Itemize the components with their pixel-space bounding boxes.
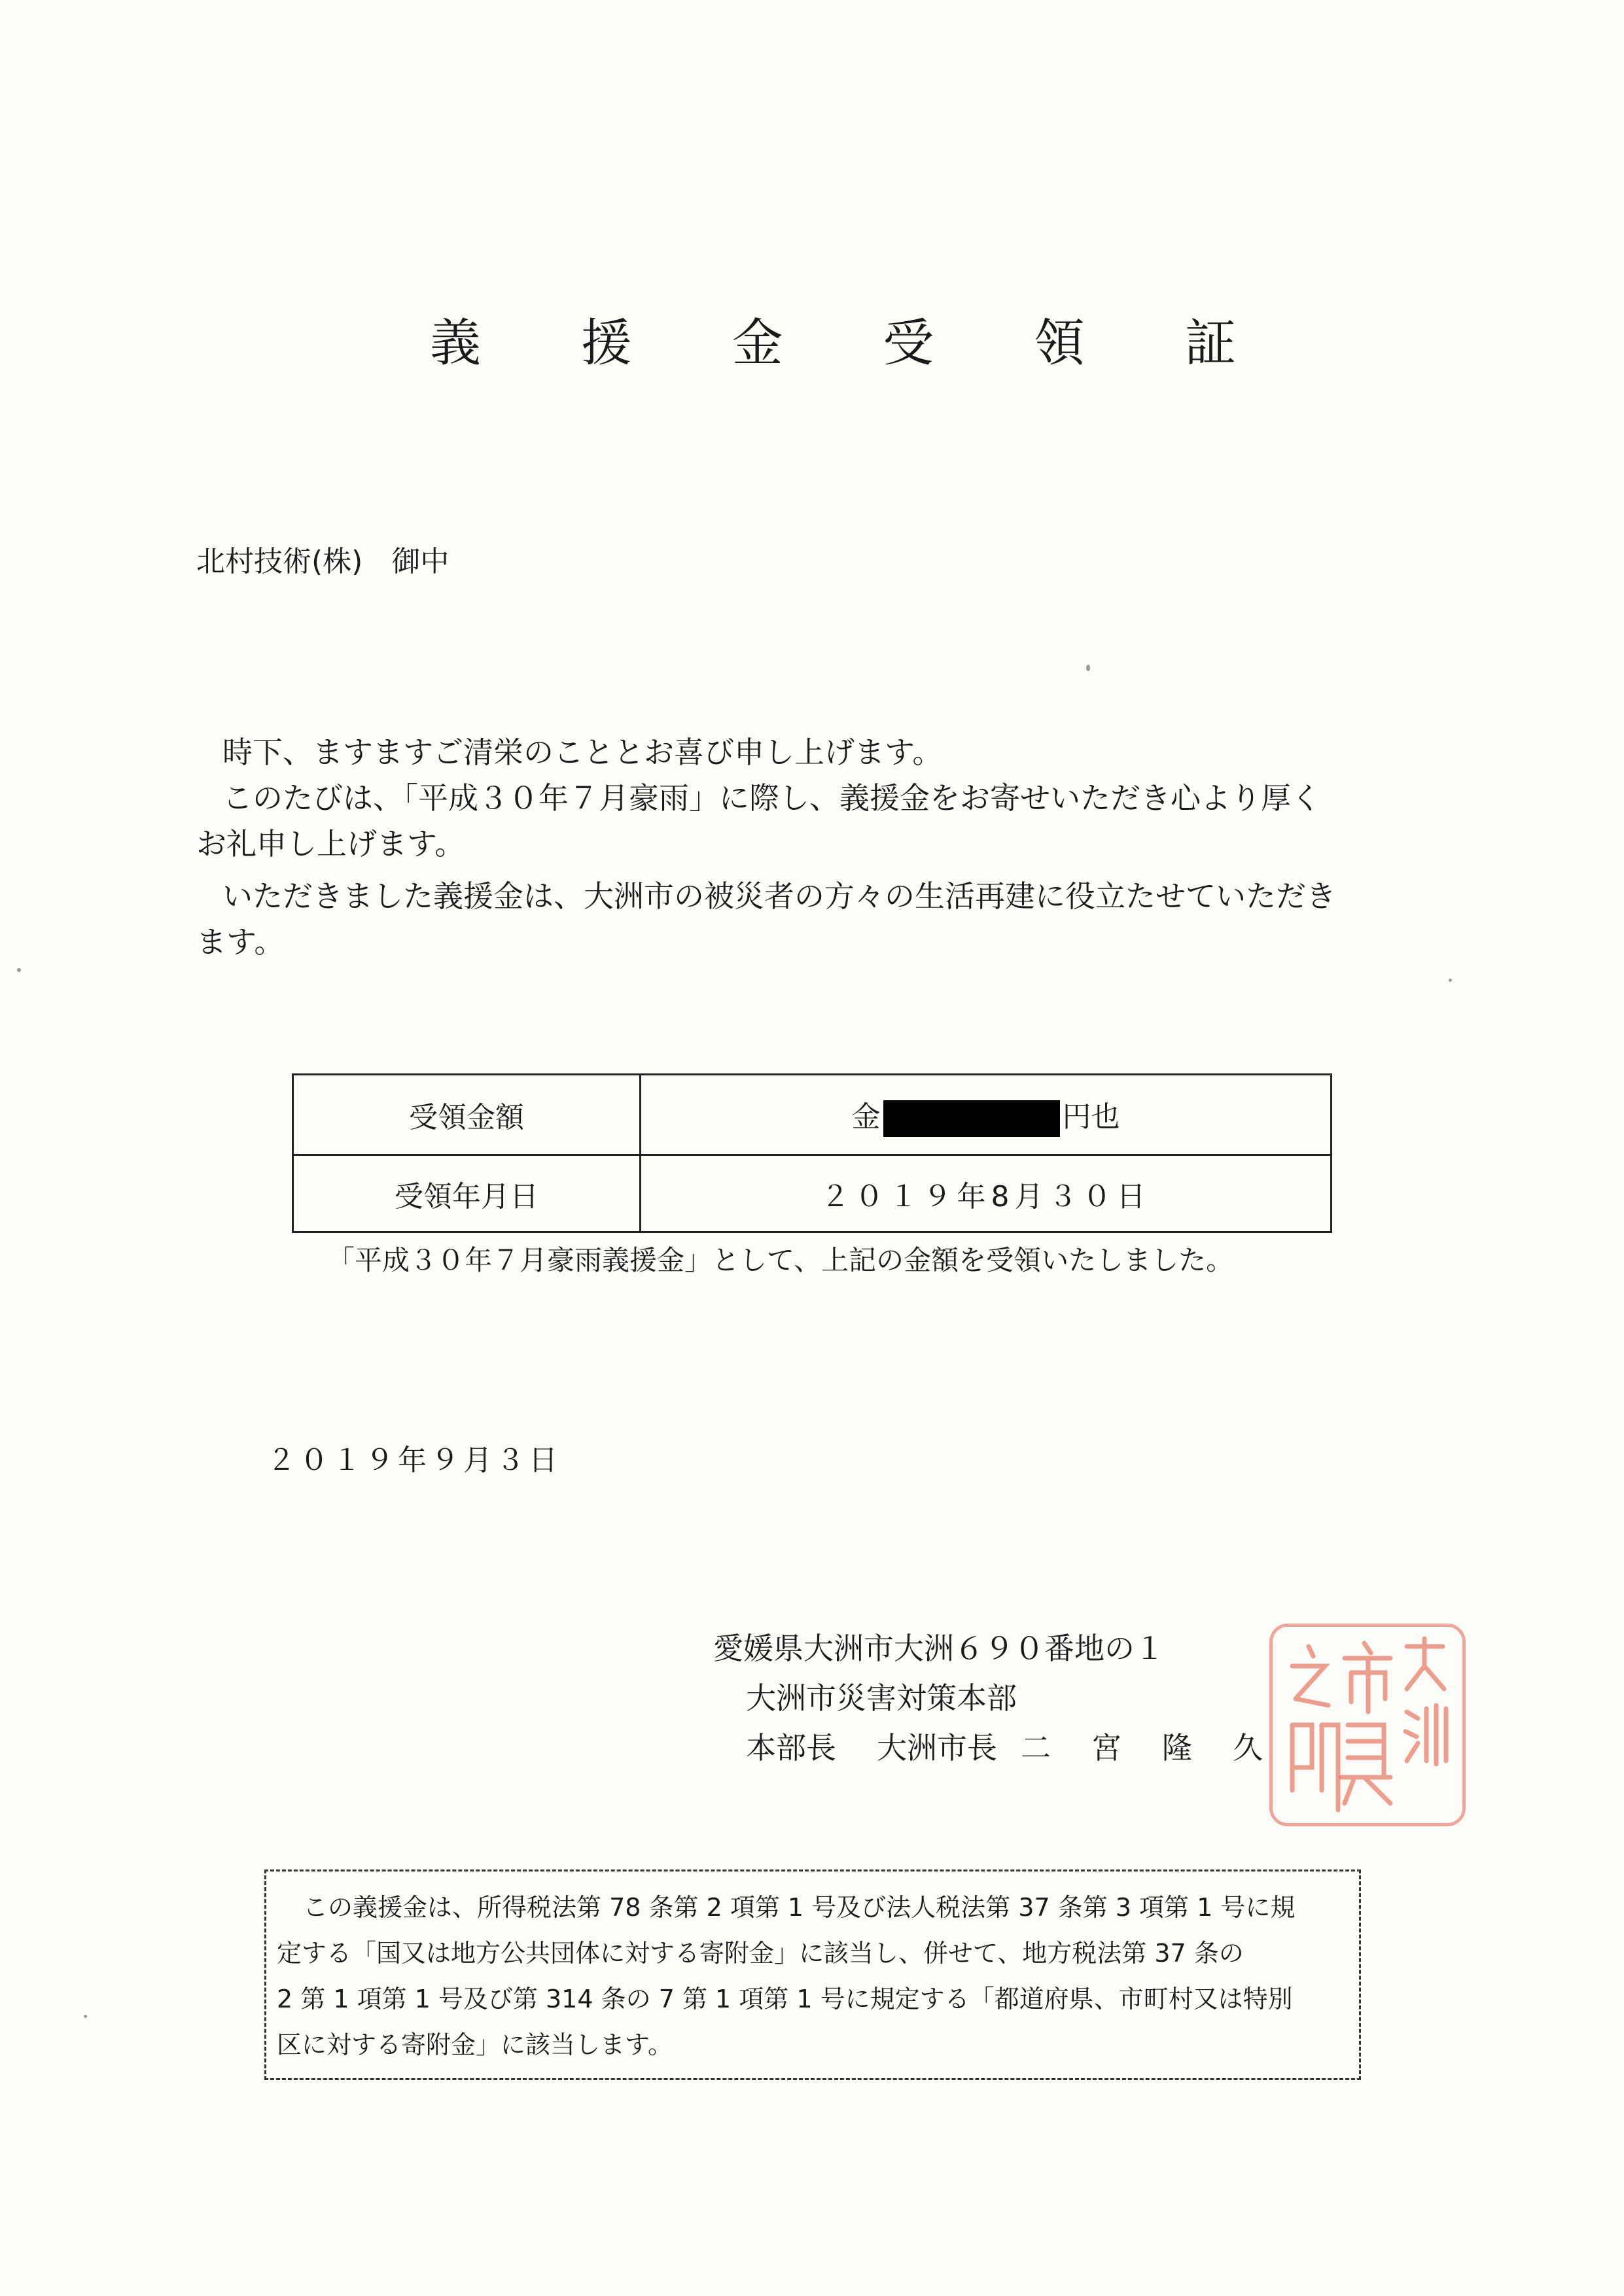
seal-stamp-icon xyxy=(1273,1627,1462,1823)
received-date: ２０１９年8月３０日 xyxy=(641,1155,1332,1232)
amount-suffix: 円也 xyxy=(1062,1100,1120,1134)
paper-speck xyxy=(17,968,21,972)
amount-value xyxy=(641,1075,1332,1155)
body-line: ます。 xyxy=(196,924,285,960)
legal-line: 区に対する寄附金」に該当します。 xyxy=(277,2030,673,2059)
date-label: 受領年月日 xyxy=(293,1155,641,1232)
official-seal xyxy=(1269,1624,1466,1826)
legal-line: 2 第 1 項第 1 号及び第 314 条の 7 第 1 項第 1 号に規定する「都道府県、市町村又は特別 xyxy=(277,1985,1293,2013)
paper-speck xyxy=(84,2015,87,2018)
legal-line: 定する「国又は地方公共団体に対する寄附金」に該当し、併せて、地方税法第 37 条の xyxy=(277,1939,1244,1968)
document-title: 義 援 金 受 領 証 xyxy=(430,314,1278,373)
receipt-table xyxy=(292,1073,1332,1233)
recipient-name: 北村技術(株) 御中 xyxy=(196,545,450,578)
legal-line: この義援金は、所得税法第 78 条第 2 項第 1 号及び法人税法第 37 条第 3 項第 1 号に規 xyxy=(303,1893,1296,1922)
table-row xyxy=(293,1075,1332,1155)
body-line: お礼申し上げます。 xyxy=(196,826,465,861)
sender-organization: 大洲市災害対策本部 xyxy=(746,1680,1017,1716)
paper-speck xyxy=(1449,979,1452,982)
redaction-bar xyxy=(883,1100,1060,1137)
sender-name: 二 宮 隆 久 xyxy=(1021,1730,1268,1765)
table-row xyxy=(293,1155,1332,1232)
sender-role: 本部長 xyxy=(746,1730,836,1765)
amount-label: 受領金額 xyxy=(293,1075,641,1155)
tax-deduction-note xyxy=(264,1870,1361,2080)
paper-speck xyxy=(1086,665,1090,671)
issue-date: ２０１９年９月３日 xyxy=(267,1444,561,1477)
body-line: いただきました義援金は、大洲市の被災者の方々の生活再建に役立たせていただき xyxy=(222,878,1336,914)
sender-address: 愛媛県大洲市大洲６９０番地の１ xyxy=(713,1631,1165,1666)
sender-mayor-title: 大洲市長 xyxy=(877,1730,997,1765)
confirmation-note: 「平成３０年７月豪雨義援金」として、上記の金額を受領いたしました。 xyxy=(327,1244,1234,1276)
body-line: 時下、ますますご清栄のこととお喜び申し上げます。 xyxy=(222,735,943,770)
body-line: このたびは、「平成３０年７月豪雨」に際し、義援金をお寄せいただき心より厚く xyxy=(222,780,1321,816)
amount-prefix: 金 xyxy=(851,1100,881,1134)
